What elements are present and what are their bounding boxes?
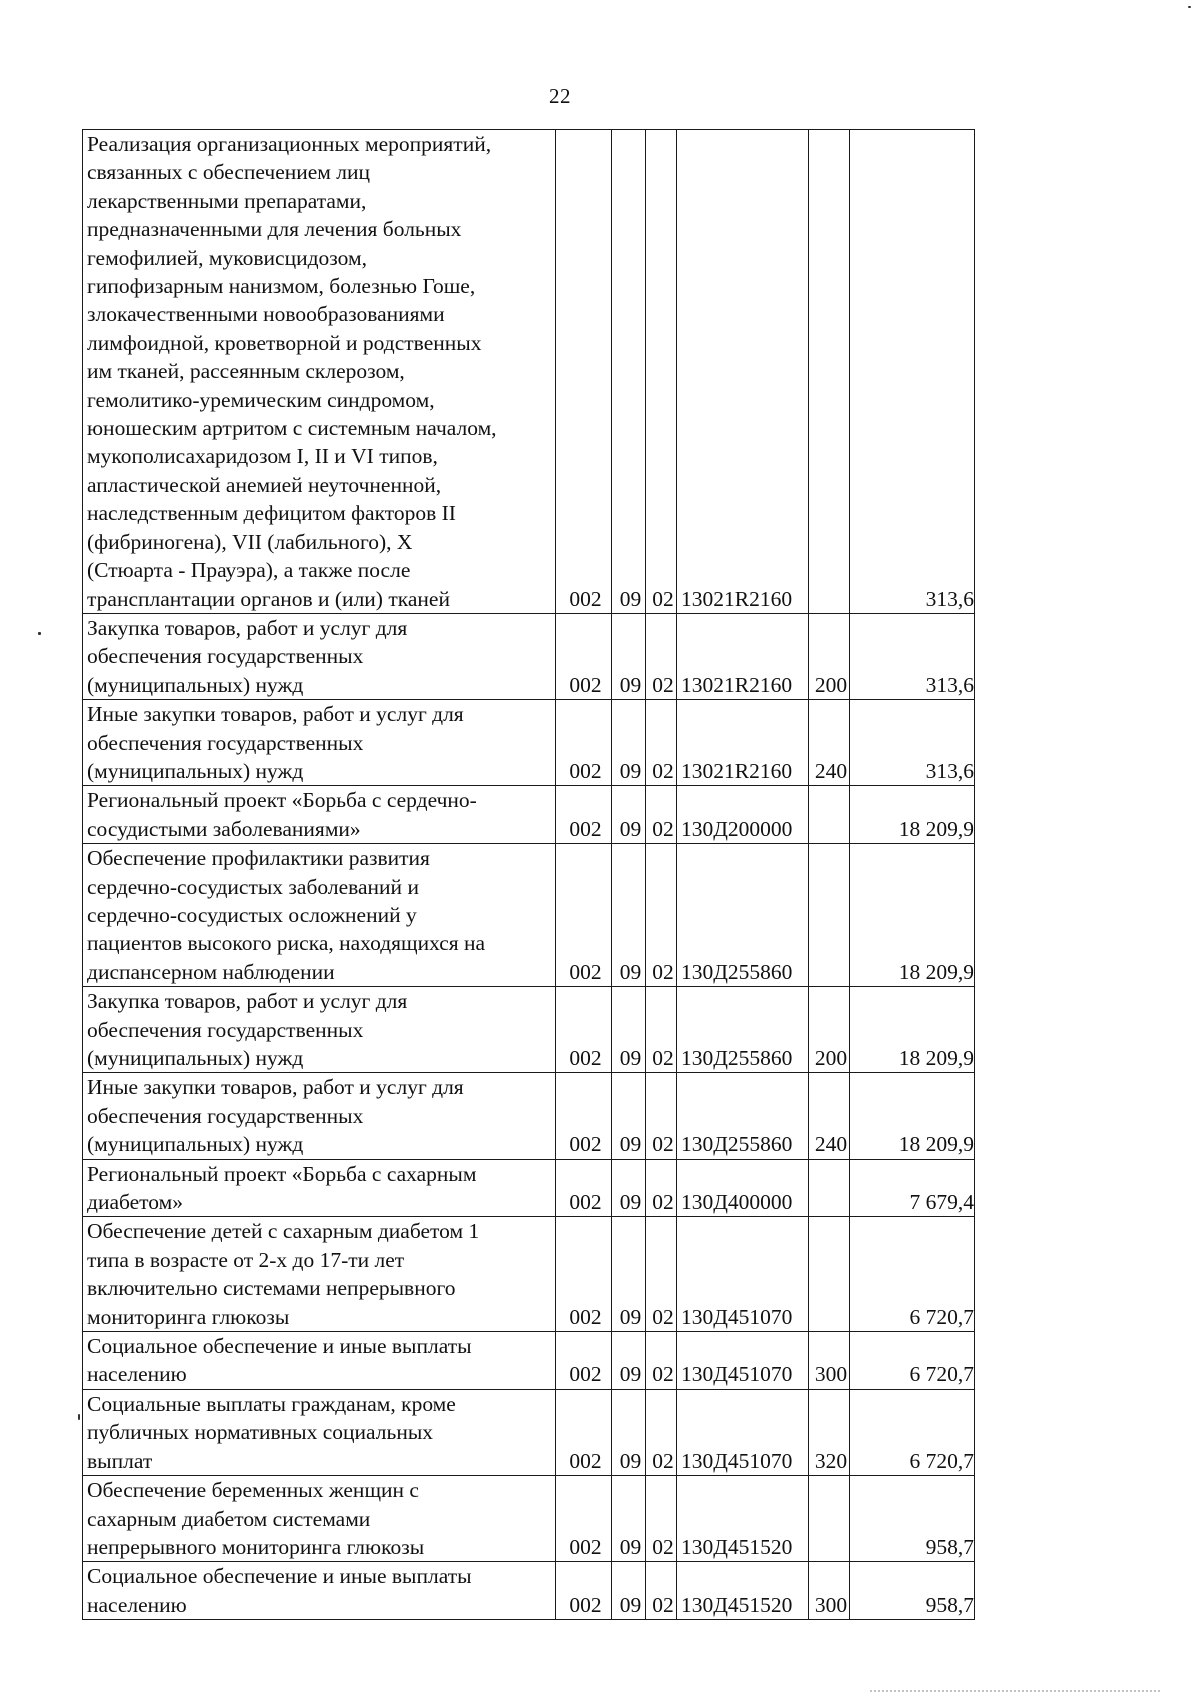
amount-cell: 313,6 xyxy=(850,130,975,614)
row-description xyxy=(83,613,556,699)
description-line: обеспечения государственных xyxy=(87,1103,364,1128)
row-description xyxy=(83,1562,556,1620)
row-description xyxy=(83,1073,556,1159)
subsection-code-cell: 02 xyxy=(646,1073,677,1159)
description-line: лекарственными препаратами, xyxy=(87,188,367,213)
description-line: выплат xyxy=(87,1448,153,1473)
subsection-code-cell: 02 xyxy=(646,1389,677,1475)
section-code-cell: 09 xyxy=(612,844,646,987)
subsection-code-cell: 02 xyxy=(646,1562,677,1620)
expense-type-cell xyxy=(809,130,850,614)
amount-cell: 6 720,7 xyxy=(850,1217,975,1332)
section-code-cell: 09 xyxy=(612,987,646,1073)
admin-code-cell: 002 xyxy=(556,1389,612,1475)
description-line: непрерывного мониторинга глюкозы xyxy=(87,1534,425,1559)
description-line: (муниципальных) нужд xyxy=(87,1046,304,1070)
admin-code-cell: 002 xyxy=(556,1476,612,1562)
description-line: гемолитико-уремическим синдромом, xyxy=(87,387,435,412)
amount-cell: 958,7 xyxy=(850,1562,975,1620)
description-line: юношеским артритом с системным началом, xyxy=(87,416,497,441)
description-line: мукополисахаридозом I, II и VI типов, xyxy=(87,444,438,469)
amount-cell: 313,6 xyxy=(850,613,975,699)
table-row xyxy=(83,1073,975,1159)
table-row xyxy=(83,786,975,844)
description-line: Обеспечение профилактики развития xyxy=(87,846,430,871)
page-number: 22 xyxy=(549,84,571,108)
scan-mark xyxy=(78,1414,80,1420)
admin-code-cell: 002 xyxy=(556,130,612,614)
admin-code-cell: 002 xyxy=(556,1562,612,1620)
amount-cell: 18 209,9 xyxy=(850,844,975,987)
subsection-code-cell: 02 xyxy=(646,844,677,987)
subsection-code-cell: 02 xyxy=(646,987,677,1073)
description-line: Социальные выплаты гражданам, кроме xyxy=(87,1391,456,1416)
description-line: Региональный проект «Борьба с сахарным xyxy=(87,1161,477,1186)
table-row xyxy=(83,1159,975,1217)
subsection-code-cell: 02 xyxy=(646,613,677,699)
row-description xyxy=(83,1159,556,1217)
amount-cell: 7 679,4 xyxy=(850,1159,975,1217)
admin-code-cell: 002 xyxy=(556,700,612,786)
target-article-cell: 130Д451070 xyxy=(677,1389,809,1475)
description-line: злокачественными новообразованиями xyxy=(87,302,445,327)
description-line: им тканей, рассеянным склерозом, xyxy=(87,359,405,384)
section-code-cell: 09 xyxy=(612,1217,646,1332)
subsection-code-cell: 02 xyxy=(646,1332,677,1390)
description-line: обеспечения государственных xyxy=(87,730,364,755)
target-article-cell: 130Д451520 xyxy=(677,1476,809,1562)
description-line: диспансерном наблюдении xyxy=(87,959,335,984)
row-description xyxy=(83,844,556,987)
row-description xyxy=(83,1389,556,1475)
target-article-cell: 130Д200000 xyxy=(677,786,809,844)
section-code-cell: 09 xyxy=(612,700,646,786)
expense-type-cell xyxy=(809,844,850,987)
target-article-cell: 13021R2160 xyxy=(677,130,809,614)
target-article-cell: 130Д255860 xyxy=(677,987,809,1073)
section-code-cell: 09 xyxy=(612,1332,646,1390)
table-row xyxy=(83,1562,975,1620)
description-line: сосудистыми заболеваниями» xyxy=(87,816,361,841)
expense-type-cell xyxy=(809,1217,850,1332)
expense-type-cell: 300 xyxy=(809,1562,850,1620)
expense-type-cell: 240 xyxy=(809,700,850,786)
description-line: (фибриногена), VII (лабильного), X xyxy=(87,529,413,554)
table-row xyxy=(83,700,975,786)
admin-code-cell: 002 xyxy=(556,1159,612,1217)
description-line: наследственным дефицитом факторов II xyxy=(87,501,456,526)
expense-type-cell xyxy=(809,786,850,844)
description-line: обеспечения государственных xyxy=(87,644,364,669)
description-line: населению xyxy=(87,1362,187,1387)
description-line: Социальное обеспечение и иные выплаты xyxy=(87,1564,472,1589)
description-line: (муниципальных) нужд xyxy=(87,758,304,783)
target-article-cell: 13021R2160 xyxy=(677,700,809,786)
description-line: обеспечения государственных xyxy=(87,1017,364,1042)
subsection-code-cell: 02 xyxy=(646,1159,677,1217)
table-row xyxy=(83,130,975,614)
amount-cell: 958,7 xyxy=(850,1476,975,1562)
description-line: Реализация организационных мероприятий, xyxy=(87,132,492,156)
table-row xyxy=(83,1389,975,1475)
description-line: (Стюарта - Прауэра), а также после xyxy=(87,558,411,583)
description-line: апластической анемией неуточненной, xyxy=(87,472,442,497)
target-article-cell: 130Д451070 xyxy=(677,1217,809,1332)
section-code-cell: 09 xyxy=(612,1073,646,1159)
description-line: Закупка товаров, работ и услуг для xyxy=(87,989,408,1014)
section-code-cell: 09 xyxy=(612,1389,646,1475)
section-code-cell: 09 xyxy=(612,786,646,844)
target-article-cell: 130Д400000 xyxy=(677,1159,809,1217)
budget-table xyxy=(82,129,975,1620)
section-code-cell: 09 xyxy=(612,1476,646,1562)
expense-type-cell: 320 xyxy=(809,1389,850,1475)
description-line: Обеспечение беременных женщин с xyxy=(87,1478,419,1503)
target-article-cell: 13021R2160 xyxy=(677,613,809,699)
description-line: публичных нормативных социальных xyxy=(87,1420,434,1445)
description-line: Обеспечение детей с сахарным диабетом 1 xyxy=(87,1219,480,1244)
table-row xyxy=(83,1332,975,1390)
description-line: диабетом» xyxy=(87,1190,183,1215)
table-row xyxy=(83,1217,975,1332)
expense-type-cell: 200 xyxy=(809,987,850,1073)
description-line: (муниципальных) нужд xyxy=(87,1132,304,1157)
amount-cell: 18 209,9 xyxy=(850,786,975,844)
description-line: сахарным диабетом системами xyxy=(87,1506,371,1531)
target-article-cell: 130Д255860 xyxy=(677,844,809,987)
description-line: трансплантации органов и (или) тканей xyxy=(87,586,450,611)
table-row xyxy=(83,613,975,699)
subsection-code-cell: 02 xyxy=(646,130,677,614)
target-article-cell: 130Д255860 xyxy=(677,1073,809,1159)
row-description xyxy=(83,700,556,786)
admin-code-cell: 002 xyxy=(556,987,612,1073)
amount-cell: 18 209,9 xyxy=(850,1073,975,1159)
amount-cell: 6 720,7 xyxy=(850,1389,975,1475)
expense-type-cell xyxy=(809,1159,850,1217)
admin-code-cell: 002 xyxy=(556,844,612,987)
amount-cell: 313,6 xyxy=(850,700,975,786)
amount-cell: 18 209,9 xyxy=(850,987,975,1073)
description-line: типа в возрасте от 2-х до 17-ти лет xyxy=(87,1247,405,1272)
description-line: населению xyxy=(87,1592,187,1617)
scan-noise xyxy=(870,1690,1160,1695)
subsection-code-cell: 02 xyxy=(646,700,677,786)
scan-mark xyxy=(1188,6,1191,8)
description-line: Региональный проект «Борьба с сердечно- xyxy=(87,788,477,813)
scan-mark xyxy=(38,632,41,635)
description-line: Социальное обеспечение и иные выплаты xyxy=(87,1334,472,1359)
table-row xyxy=(83,844,975,987)
section-code-cell: 09 xyxy=(612,130,646,614)
description-line: предназначенными для лечения больных xyxy=(87,217,462,242)
description-line: включительно системами непрерывного xyxy=(87,1276,456,1301)
target-article-cell: 130Д451070 xyxy=(677,1332,809,1390)
description-line: сердечно-сосудистых заболеваний и xyxy=(87,874,419,899)
admin-code-cell: 002 xyxy=(556,1332,612,1390)
row-description xyxy=(83,987,556,1073)
expense-type-cell: 200 xyxy=(809,613,850,699)
description-line: (муниципальных) нужд xyxy=(87,672,304,697)
table-row xyxy=(83,1476,975,1562)
section-code-cell: 09 xyxy=(612,1562,646,1620)
description-line: связанных с обеспечением лиц xyxy=(87,160,371,185)
description-line: Иные закупки товаров, работ и услуг для xyxy=(87,1075,464,1100)
section-code-cell: 09 xyxy=(612,613,646,699)
description-line: Закупка товаров, работ и услуг для xyxy=(87,615,408,640)
admin-code-cell: 002 xyxy=(556,786,612,844)
description-line: Иные закупки товаров, работ и услуг для xyxy=(87,702,464,727)
subsection-code-cell: 02 xyxy=(646,1476,677,1562)
admin-code-cell: 002 xyxy=(556,613,612,699)
description-line: мониторинга глюкозы xyxy=(87,1304,290,1329)
expense-type-cell xyxy=(809,1476,850,1562)
row-description xyxy=(83,786,556,844)
target-article-cell: 130Д451520 xyxy=(677,1562,809,1620)
expense-type-cell: 300 xyxy=(809,1332,850,1390)
subsection-code-cell: 02 xyxy=(646,786,677,844)
row-description xyxy=(83,1217,556,1332)
description-line: лимфоидной, кроветворной и родственных xyxy=(87,330,482,355)
row-description xyxy=(83,1332,556,1390)
row-description xyxy=(83,1476,556,1562)
admin-code-cell: 002 xyxy=(556,1217,612,1332)
amount-cell: 6 720,7 xyxy=(850,1332,975,1390)
expense-type-cell: 240 xyxy=(809,1073,850,1159)
description-line: гипофизарным нанизмом, болезнью Гоше, xyxy=(87,274,476,299)
section-code-cell: 09 xyxy=(612,1159,646,1217)
description-line: гемофилией, муковисцидозом, xyxy=(87,245,367,270)
description-line: пациентов высокого риска, находящихся на xyxy=(87,931,486,956)
admin-code-cell: 002 xyxy=(556,1073,612,1159)
table-row xyxy=(83,987,975,1073)
description-line: сердечно-сосудистых осложнений у xyxy=(87,902,417,927)
row-description xyxy=(83,130,556,614)
subsection-code-cell: 02 xyxy=(646,1217,677,1332)
